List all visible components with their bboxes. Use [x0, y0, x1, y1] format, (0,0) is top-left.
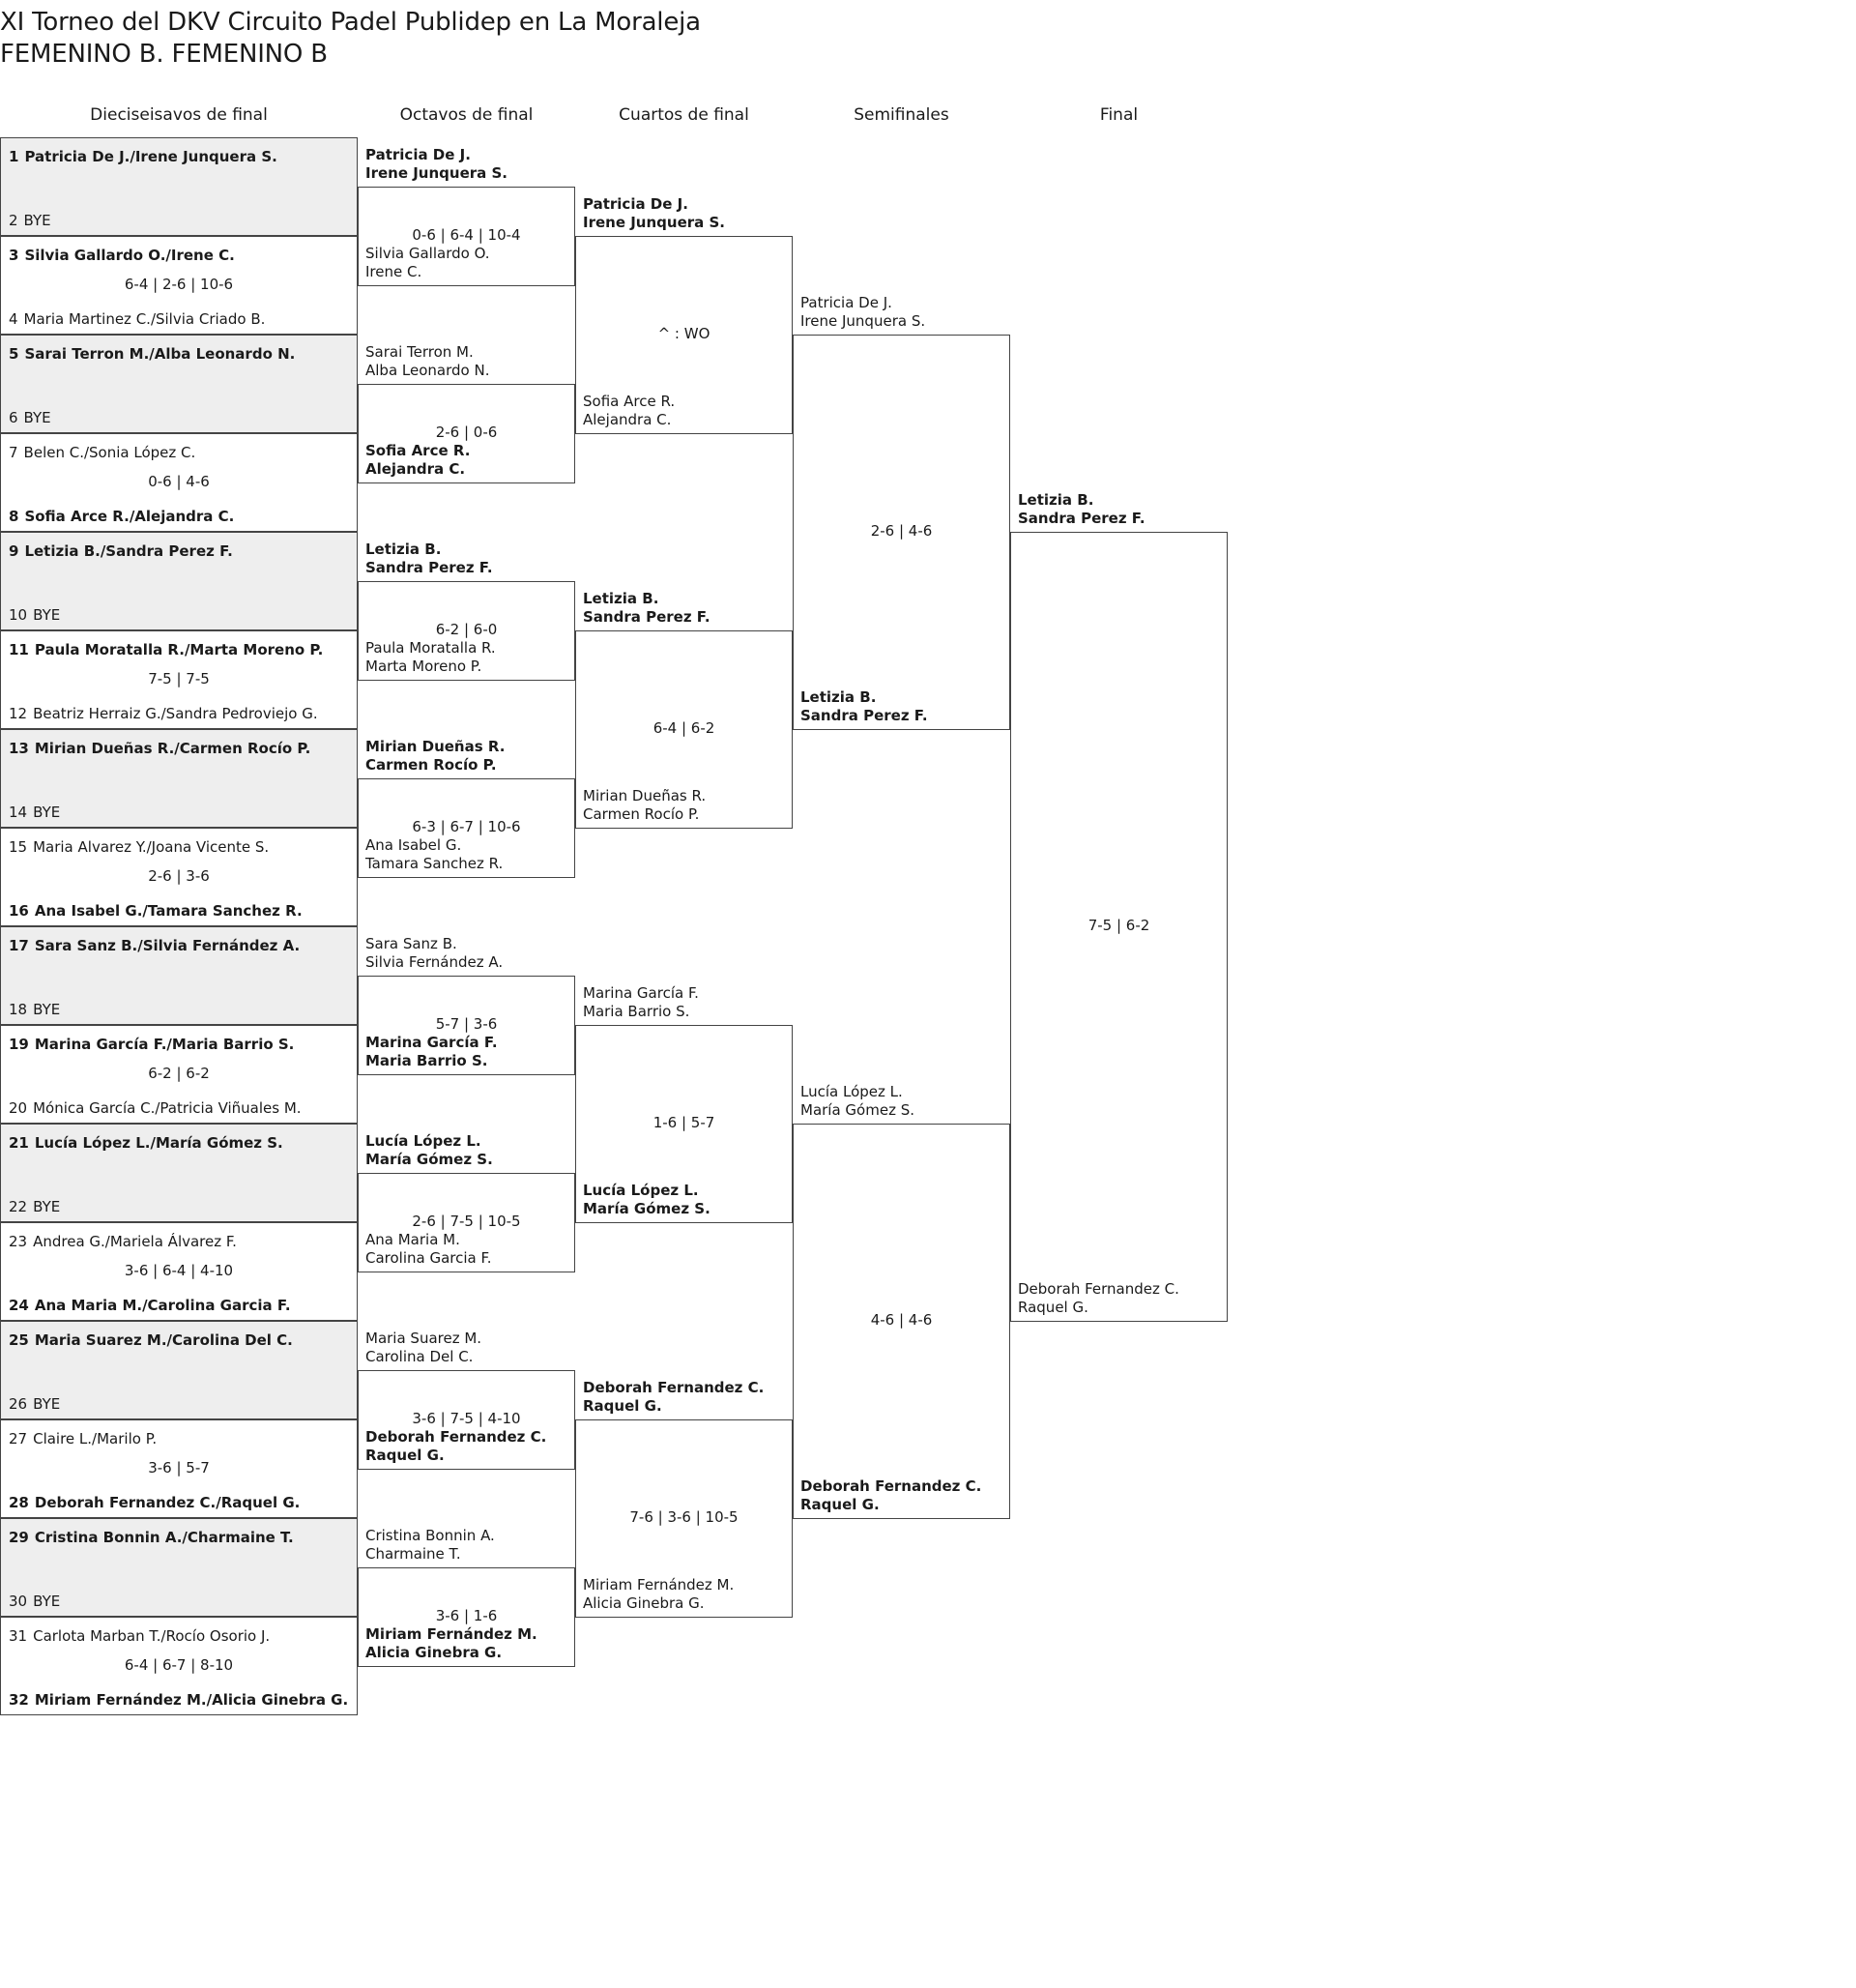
- sf-team-a: [800, 1083, 914, 1120]
- player-name: María Gómez S.: [800, 1101, 915, 1119]
- player-name: María Gómez S.: [583, 1200, 710, 1217]
- player-name: Tamara Sanchez R.: [365, 855, 504, 872]
- r32-team-bottom: [9, 606, 60, 624]
- team-name: Deborah Fernandez C./Raquel G.: [34, 1494, 301, 1511]
- round-header-r16: Octavos de final: [399, 105, 534, 125]
- r16-team-a: [365, 343, 489, 380]
- seed-number: 6: [9, 409, 18, 426]
- qf-score: 7-6 | 3-6 | 10-5: [629, 1508, 739, 1526]
- r32-match: [0, 1518, 358, 1617]
- r32-team-bottom: [9, 1001, 60, 1018]
- r16-score: 6-3 | 6-7 | 10-6: [412, 818, 521, 835]
- player-name: Alicia Ginebra G.: [365, 1644, 503, 1661]
- team-name: Claire L./Marilo P.: [33, 1430, 158, 1447]
- r16-team-a: [365, 935, 503, 972]
- r32-score: 3-6 | 5-7: [148, 1459, 210, 1476]
- r32-team-top: [9, 1134, 283, 1152]
- r32-score: 6-4 | 2-6 | 10-6: [124, 276, 234, 293]
- sf-score: 4-6 | 4-6: [870, 1311, 933, 1329]
- r16-score: 5-7 | 3-6: [435, 1015, 498, 1033]
- player-name: Deborah Fernandez C.: [583, 1379, 765, 1396]
- r32-match: [0, 1419, 358, 1518]
- qf-team-a: [583, 984, 699, 1021]
- team-name: Letizia B./Sandra Perez F.: [24, 542, 233, 560]
- player-name: Irene C.: [365, 263, 422, 280]
- category-subtitle: FEMENINO B. FEMENINO B: [0, 40, 328, 69]
- seed-number: 24: [9, 1297, 29, 1314]
- player-name: Sandra Perez F.: [365, 559, 493, 576]
- seed-number: 11: [9, 641, 29, 658]
- player-name: Marina García F.: [583, 984, 699, 1002]
- team-name: BYE: [23, 409, 51, 426]
- seed-number: 26: [9, 1395, 28, 1413]
- player-name: Paula Moratalla R.: [365, 639, 496, 657]
- team-name: Ana Isabel G./Tamara Sanchez R.: [34, 902, 303, 920]
- player-name: Lucía López L.: [583, 1182, 699, 1199]
- r32-match: [0, 236, 358, 335]
- r16-team-b: [365, 442, 470, 479]
- player-name: Mirian Dueñas R.: [583, 787, 707, 804]
- seed-number: 19: [9, 1036, 29, 1053]
- round-header-sf: Semifinales: [854, 105, 949, 125]
- seed-number: 9: [9, 542, 19, 560]
- player-name: Carolina Del C.: [365, 1348, 474, 1365]
- r32-team-top: [9, 838, 269, 856]
- r32-team-bottom: [9, 310, 265, 328]
- r32-team-bottom: [9, 1099, 302, 1117]
- final-team-b: [1018, 1280, 1179, 1317]
- r32-team-bottom: [9, 409, 51, 426]
- seed-number: 32: [9, 1691, 29, 1709]
- team-name: BYE: [33, 1001, 61, 1018]
- player-name: Sara Sanz B.: [365, 935, 457, 952]
- seed-number: 23: [9, 1233, 28, 1250]
- r16-team-a: [365, 541, 493, 577]
- player-name: Silvia Gallardo O.: [365, 245, 490, 262]
- r32-score: 3-6 | 6-4 | 4-10: [124, 1262, 234, 1279]
- r32-team-top: [9, 740, 310, 757]
- seed-number: 29: [9, 1529, 29, 1546]
- player-name: Patricia De J.: [583, 195, 688, 213]
- team-name: BYE: [23, 212, 51, 229]
- player-name: Maria Suarez M.: [365, 1330, 482, 1347]
- player-name: Alejandra C.: [583, 411, 672, 428]
- player-name: Silvia Fernández A.: [365, 953, 504, 971]
- player-name: Cristina Bonnin A.: [365, 1527, 495, 1544]
- round-header-r32: Dieciseisavos de final: [90, 105, 268, 125]
- seed-number: 8: [9, 508, 19, 525]
- player-name: Irene Junquera S.: [800, 312, 926, 330]
- player-name: Letizia B.: [365, 541, 442, 558]
- r32-team-bottom: [9, 1198, 60, 1215]
- r32-team-top: [9, 1430, 157, 1447]
- r32-score: 6-4 | 6-7 | 8-10: [124, 1656, 234, 1674]
- r16-score: 6-2 | 6-0: [435, 621, 498, 638]
- team-name: Andrea G./Mariela Álvarez F.: [33, 1233, 237, 1250]
- player-name: Maria Barrio S.: [365, 1052, 488, 1069]
- r32-team-bottom: [9, 1494, 300, 1511]
- seed-number: 25: [9, 1331, 29, 1349]
- player-name: Deborah Fernandez C.: [1018, 1280, 1179, 1298]
- seed-number: 30: [9, 1593, 28, 1610]
- seed-number: 17: [9, 937, 29, 954]
- r32-team-bottom: [9, 902, 303, 920]
- seed-number: 12: [9, 705, 28, 722]
- team-name: Mónica García C./Patricia Viñuales M.: [33, 1099, 302, 1117]
- team-name: Sara Sanz B./Silvia Fernández A.: [34, 937, 301, 954]
- player-name: Raquel G.: [800, 1496, 880, 1513]
- team-name: BYE: [33, 804, 61, 821]
- qf-team-a: [583, 195, 725, 232]
- player-name: Patricia De J.: [365, 146, 471, 163]
- team-name: BYE: [33, 606, 61, 624]
- seed-number: 2: [9, 212, 18, 229]
- player-name: Alba Leonardo N.: [365, 362, 490, 379]
- qf-team-b: [583, 1576, 734, 1613]
- sf-team-b: [800, 1477, 981, 1514]
- r16-team-b: [365, 1428, 546, 1465]
- round-header-final: Final: [1099, 105, 1139, 125]
- seed-number: 14: [9, 804, 28, 821]
- seed-number: 4: [9, 310, 18, 328]
- team-name: BYE: [33, 1395, 61, 1413]
- player-name: Ana Isabel G.: [365, 836, 462, 854]
- r16-score: 3-6 | 7-5 | 4-10: [412, 1410, 521, 1427]
- team-name: Maria Alvarez Y./Joana Vicente S.: [33, 838, 270, 856]
- qf-score: 1-6 | 5-7: [652, 1114, 715, 1131]
- r32-team-top: [9, 1627, 270, 1645]
- player-name: Patricia De J.: [800, 294, 892, 311]
- r16-team-b: [365, 1034, 498, 1070]
- r32-match: [0, 1617, 358, 1715]
- player-name: Sofia Arce R.: [365, 442, 471, 459]
- team-name: Mirian Dueñas R./Carmen Rocío P.: [34, 740, 311, 757]
- r16-team-b: [365, 1231, 492, 1268]
- player-name: Sandra Perez F.: [1018, 510, 1146, 527]
- r16-team-a: [365, 738, 505, 775]
- r32-team-bottom: [9, 1691, 348, 1709]
- r16-team-b: [365, 245, 490, 281]
- seed-number: 7: [9, 444, 18, 461]
- r16-team-b: [365, 639, 496, 676]
- player-name: Lucía López L.: [800, 1083, 903, 1100]
- player-name: Carmen Rocío P.: [365, 756, 497, 774]
- r16-team-b: [365, 836, 503, 873]
- team-name: Miriam Fernández M./Alicia Ginebra G.: [34, 1691, 349, 1709]
- r32-team-top: [9, 148, 277, 165]
- r32-match: [0, 335, 358, 433]
- seed-number: 31: [9, 1627, 28, 1645]
- r32-team-top: [9, 1331, 293, 1349]
- player-name: Raquel G.: [583, 1397, 662, 1415]
- player-name: Marina García F.: [365, 1034, 498, 1051]
- player-name: Irene Junquera S.: [583, 214, 725, 231]
- sf-team-b: [800, 688, 928, 725]
- r16-team-b: [365, 1625, 537, 1662]
- r32-match: [0, 1222, 358, 1321]
- team-name: Marina García F./Maria Barrio S.: [34, 1036, 295, 1053]
- player-name: Sofia Arce R.: [583, 393, 676, 410]
- player-name: Sandra Perez F.: [583, 608, 710, 626]
- r32-team-bottom: [9, 1297, 291, 1314]
- r32-team-bottom: [9, 1395, 60, 1413]
- player-name: Marta Moreno P.: [365, 658, 482, 675]
- r32-score: 7-5 | 7-5: [148, 670, 210, 687]
- r32-team-top: [9, 444, 195, 461]
- r32-match: [0, 137, 358, 236]
- player-name: Miriam Fernández M.: [583, 1576, 735, 1593]
- seed-number: 21: [9, 1134, 29, 1152]
- player-name: Alicia Ginebra G.: [583, 1594, 705, 1612]
- r32-score: 6-2 | 6-2: [148, 1065, 210, 1082]
- r32-team-top: [9, 641, 323, 658]
- r32-team-top: [9, 542, 233, 560]
- seed-number: 5: [9, 345, 19, 363]
- final-team-a: [1018, 491, 1146, 528]
- qf-team-b: [583, 393, 675, 429]
- r32-team-top: [9, 345, 295, 363]
- r16-score: 3-6 | 1-6: [435, 1607, 498, 1624]
- player-name: Deborah Fernandez C.: [800, 1477, 982, 1495]
- seed-number: 27: [9, 1430, 28, 1447]
- qf-team-b: [583, 1182, 710, 1218]
- player-name: Carmen Rocío P.: [583, 805, 700, 823]
- team-name: Maria Martinez C./Silvia Criado B.: [23, 310, 266, 328]
- r32-team-bottom: [9, 804, 60, 821]
- r32-match: [0, 926, 358, 1025]
- seed-number: 28: [9, 1494, 29, 1511]
- r32-score: 2-6 | 3-6: [148, 867, 210, 885]
- player-name: Maria Barrio S.: [583, 1003, 690, 1020]
- r32-match: [0, 1025, 358, 1124]
- seed-number: 1: [9, 148, 19, 165]
- r32-team-top: [9, 247, 235, 264]
- r32-team-bottom: [9, 1593, 60, 1610]
- player-name: Lucía López L.: [365, 1132, 481, 1150]
- team-name: Beatriz Herraiz G./Sandra Pedroviejo G.: [33, 705, 318, 722]
- team-name: Carlota Marban T./Rocío Osorio J.: [33, 1627, 271, 1645]
- player-name: Raquel G.: [1018, 1299, 1088, 1316]
- sf-score: 2-6 | 4-6: [870, 522, 933, 540]
- r16-team-a: [365, 1330, 481, 1366]
- r32-match: [0, 1321, 358, 1419]
- team-name: Belen C./Sonia López C.: [23, 444, 196, 461]
- team-name: Ana Maria M./Carolina Garcia F.: [34, 1297, 291, 1314]
- player-name: Sandra Perez F.: [800, 707, 928, 724]
- qf-team-a: [583, 1379, 764, 1416]
- r16-score: 2-6 | 0-6: [435, 424, 498, 441]
- qf-team-a: [583, 590, 710, 627]
- player-name: María Gómez S.: [365, 1151, 493, 1168]
- r32-match: [0, 630, 358, 729]
- r32-match: [0, 433, 358, 532]
- player-name: Carolina Garcia F.: [365, 1249, 492, 1267]
- r32-team-top: [9, 937, 300, 954]
- sf-team-a: [800, 294, 925, 331]
- r16-team-a: [365, 1527, 495, 1564]
- qf-score: ^ : WO: [657, 325, 710, 342]
- qf-team-b: [583, 787, 706, 824]
- qf-score: 6-4 | 6-2: [652, 719, 715, 737]
- seed-number: 3: [9, 247, 19, 264]
- r32-match: [0, 1124, 358, 1222]
- team-name: Silvia Gallardo O./Irene C.: [24, 247, 235, 264]
- player-name: Mirian Dueñas R.: [365, 738, 506, 755]
- seed-number: 20: [9, 1099, 28, 1117]
- r32-score: 0-6 | 4-6: [148, 473, 210, 490]
- r32-team-bottom: [9, 508, 234, 525]
- team-name: BYE: [33, 1198, 61, 1215]
- r32-match: [0, 532, 358, 630]
- player-name: Deborah Fernandez C.: [365, 1428, 547, 1446]
- player-name: Irene Junquera S.: [365, 164, 508, 182]
- team-name: Cristina Bonnin A./Charmaine T.: [34, 1529, 294, 1546]
- r32-team-bottom: [9, 705, 318, 722]
- player-name: Letizia B.: [800, 688, 877, 706]
- player-name: Sarai Terron M.: [365, 343, 474, 361]
- r32-team-top: [9, 1233, 237, 1250]
- final-score: 7-5 | 6-2: [1088, 917, 1150, 934]
- seed-number: 18: [9, 1001, 28, 1018]
- player-name: Miriam Fernández M.: [365, 1625, 537, 1643]
- team-name: Maria Suarez M./Carolina Del C.: [34, 1331, 293, 1349]
- player-name: Ana Maria M.: [365, 1231, 460, 1248]
- player-name: Letizia B.: [1018, 491, 1094, 509]
- tournament-title: XI Torneo del DKV Circuito Padel Publidep en La Moraleja: [0, 8, 701, 37]
- r16-team-a: [365, 146, 508, 183]
- player-name: Raquel G.: [365, 1447, 445, 1464]
- player-name: Letizia B.: [583, 590, 659, 607]
- seed-number: 10: [9, 606, 28, 624]
- r32-team-bottom: [9, 212, 51, 229]
- player-name: Charmaine T.: [365, 1545, 461, 1563]
- r16-score: 0-6 | 6-4 | 10-4: [412, 226, 521, 244]
- r32-team-top: [9, 1529, 294, 1546]
- r16-score: 2-6 | 7-5 | 10-5: [412, 1213, 521, 1230]
- seed-number: 13: [9, 740, 29, 757]
- team-name: BYE: [33, 1593, 61, 1610]
- team-name: Patricia De J./Irene Junquera S.: [24, 148, 277, 165]
- seed-number: 15: [9, 838, 28, 856]
- round-header-qf: Cuartos de final: [619, 105, 749, 125]
- r32-match: [0, 828, 358, 926]
- team-name: Paula Moratalla R./Marta Moreno P.: [34, 641, 324, 658]
- team-name: Sarai Terron M./Alba Leonardo N.: [24, 345, 296, 363]
- r32-match: [0, 729, 358, 828]
- team-name: Lucía López L./María Gómez S.: [34, 1134, 283, 1152]
- r32-team-top: [9, 1036, 294, 1053]
- seed-number: 22: [9, 1198, 28, 1215]
- r16-team-a: [365, 1132, 493, 1169]
- player-name: Alejandra C.: [365, 460, 466, 478]
- seed-number: 16: [9, 902, 29, 920]
- team-name: Sofia Arce R./Alejandra C.: [24, 508, 235, 525]
